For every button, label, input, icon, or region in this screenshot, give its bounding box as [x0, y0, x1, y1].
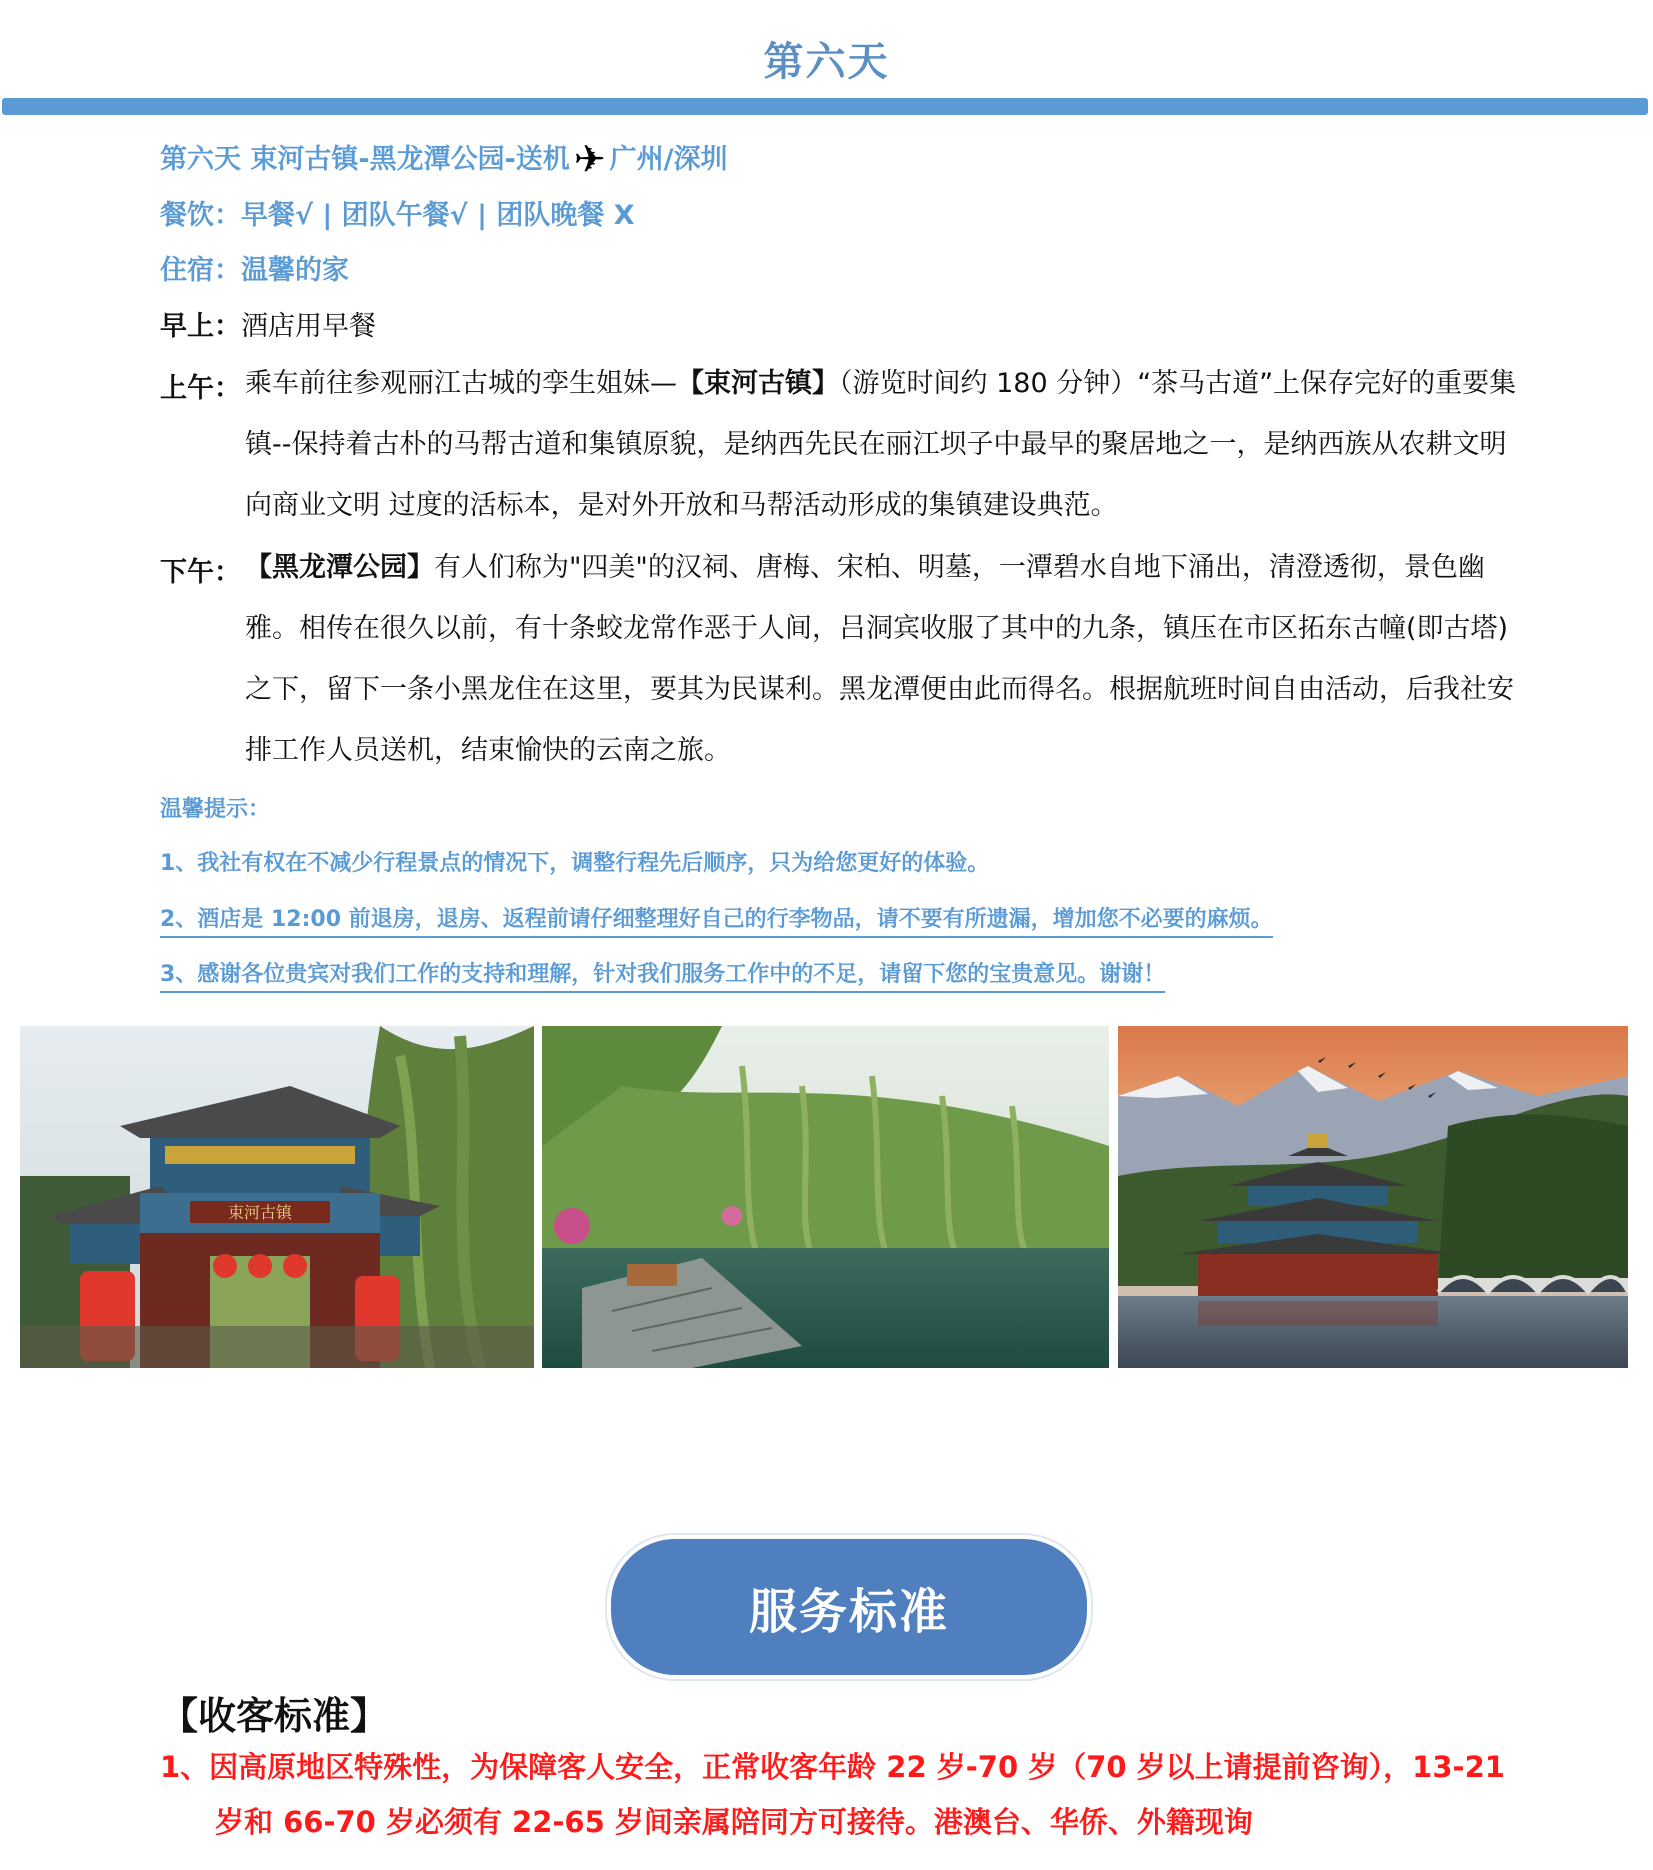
morning-text-start: 乘车前往参观丽江古城的孪生姐妹—	[245, 368, 677, 399]
intake-rule-line-1: 1、因高原地区特殊性，为保障客人安全，正常收客年龄 22 岁-70 岁（70 岁以上请提前咨询），13-21	[160, 1750, 1505, 1784]
intake-rule-line-2: 岁和 66-70 岁必须有 22-65 岁间亲属陪同方可接待。港澳台、华侨、外籍现询	[215, 1805, 1253, 1839]
day-title: 第六天	[763, 39, 890, 85]
intake-standard-heading: 【收客标准】	[160, 1694, 389, 1738]
morning-text-rest: （游览时间约 180 分钟）“茶马古道”上保存完好的重要集镇--保持着古朴的马帮古道和集镇原貌，是纳西先民在丽江坝子中最早的聚居地之一，是纳西族从农耕文明向商业文明 过度的活标本，是对外开放和马帮活动形成的集镇建设典范。	[245, 368, 1517, 521]
service-standard-button[interactable]: 服务标准	[607, 1535, 1091, 1679]
early-line	[160, 304, 376, 343]
lodging-line: 住宿：温馨的家	[160, 255, 349, 286]
tip-item-3: 3、感谢各位贵宾对我们工作的支持和理解，针对我们服务工作中的不足，请留下您的宝贵意见。谢谢！	[160, 957, 1165, 993]
shuhe-gate-photo	[20, 1026, 534, 1368]
early-text: 酒店用早餐	[241, 311, 376, 342]
morning-paragraph	[160, 366, 1520, 536]
afternoon-paragraph	[160, 550, 1520, 781]
route-destination: 广州/深圳	[609, 144, 728, 175]
black-dragon-pool-pond-photo	[542, 1026, 1109, 1368]
black-dragon-pool-pavilion-photo	[1118, 1026, 1628, 1368]
early-label: 早上：	[160, 311, 241, 342]
afternoon-highlight: 【黑龙潭公园】	[245, 552, 434, 583]
gate-sign-text: 束河古镇	[227, 1205, 293, 1222]
route-text: 第六天 束河古镇-黑龙潭公园-送机	[160, 144, 570, 175]
day-divider-bar	[2, 98, 1648, 115]
airplane-icon: ✈	[573, 137, 606, 181]
afternoon-label: 下午：	[160, 557, 241, 588]
tip-item-2: 2、酒店是 12:00 前退房，退房、返程前请仔细整理好自己的行李物品，请不要有所遗漏，增加您不必要的麻烦。	[160, 902, 1273, 938]
route-line	[160, 137, 728, 181]
afternoon-text: 有人们称为"四美"的汉祠、唐梅、宋柏、明墓，一潭碧水自地下涌出，清澄透彻，景色幽雅。相传在很久以前，有十条蛟龙常作恶于人间，吕洞宾收服了其中的九条，镇压在市区拓东古幢(即古塔)之下，留下一条小黑龙住在这里，要其为民谋利。黑龙潭便由此而得名。根据航班时间自由活动，后我社安排工作人员送机，结束愉快的云南之旅。	[245, 552, 1514, 766]
meals-line: 餐饮：早餐√ | 团队午餐√ | 团队晚餐 X	[160, 200, 635, 231]
tip-item-1: 1、我社有权在不减少行程景点的情况下，调整行程先后顺序，只为给您更好的体验。	[160, 851, 990, 876]
morning-label: 上午：	[160, 373, 241, 404]
morning-highlight: 【束河古镇】	[677, 368, 839, 399]
tips-heading: 温馨提示：	[160, 797, 271, 822]
